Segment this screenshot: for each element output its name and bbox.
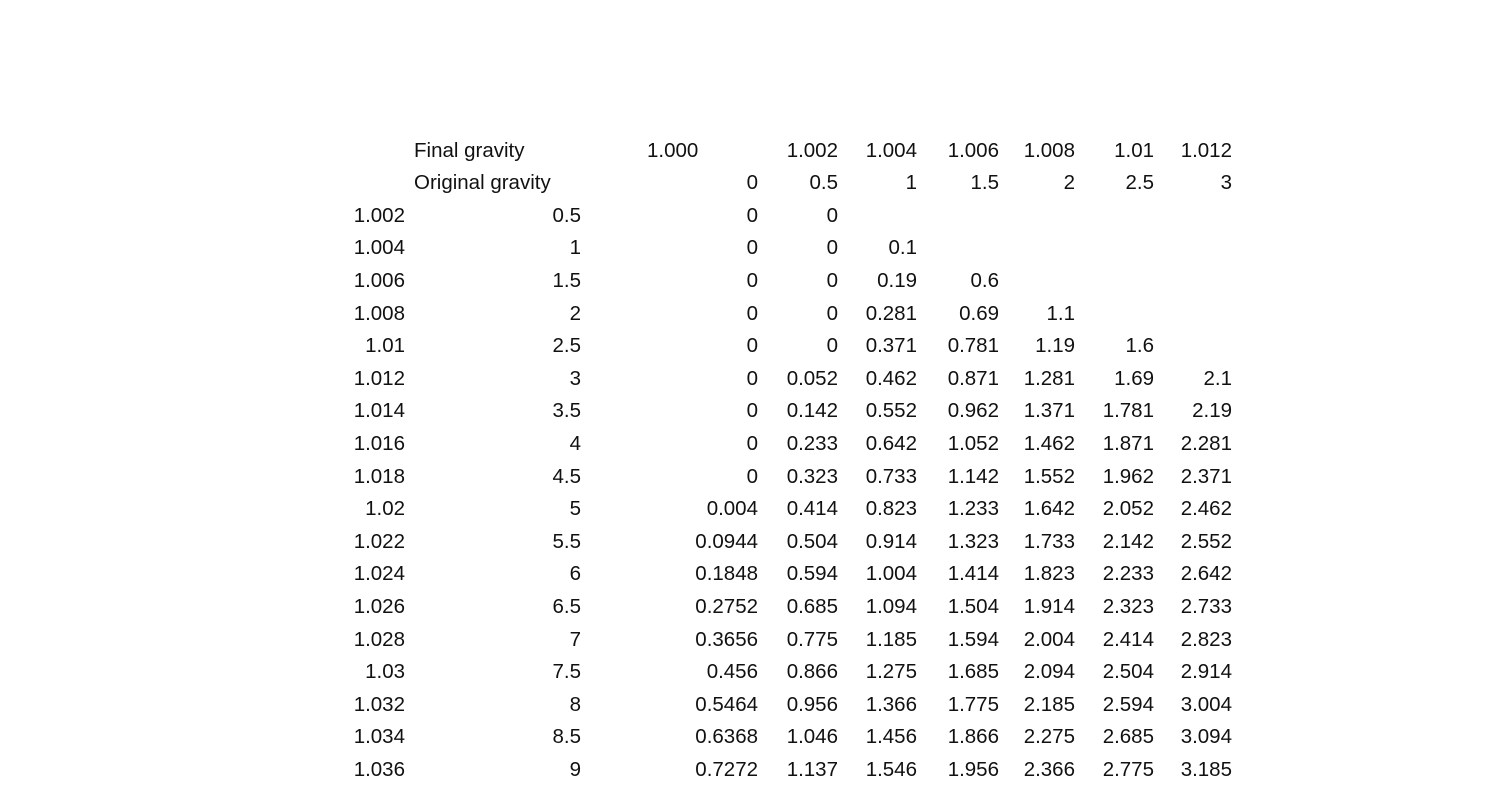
table-value-cell: 0 — [826, 236, 838, 260]
table-value-cell: 0.004 — [706, 497, 758, 521]
table-value-cell: 2.504 — [1102, 660, 1154, 684]
table-value-cell: 1.685 — [947, 660, 999, 684]
table-value-cell: 0.233 — [786, 431, 838, 455]
row-plato-cell: 5 — [569, 497, 581, 521]
table-value-cell: 0.866 — [786, 660, 838, 684]
row-plato-cell: 7.5 — [552, 660, 581, 684]
table-value-cell: 1.552 — [1023, 464, 1075, 488]
table-value-cell: 1.414 — [947, 562, 999, 586]
table-value-cell: 1.1 — [1046, 301, 1075, 325]
table-value-cell: 1.866 — [947, 725, 999, 749]
table-value-cell: 0.733 — [865, 464, 917, 488]
row-plato-cell: 6 — [569, 562, 581, 586]
original-gravity-label: Original gravity — [414, 171, 551, 195]
row-gravity-cell: 1.012 — [353, 366, 405, 390]
table-value-cell: 2.094 — [1023, 660, 1075, 684]
table-value-cell: 2.642 — [1180, 562, 1232, 586]
original-gravity-header-cell: 2.5 — [1125, 171, 1154, 195]
table-value-cell: 1.371 — [1023, 399, 1075, 423]
table-value-cell: 2.19 — [1192, 399, 1232, 423]
table-value-cell: 0.1848 — [695, 562, 758, 586]
table-value-cell: 1.823 — [1023, 562, 1075, 586]
table-value-cell: 1.052 — [947, 431, 999, 455]
row-gravity-cell: 1.014 — [353, 399, 405, 423]
table-value-cell: 0.504 — [786, 529, 838, 553]
table-value-cell: 2.371 — [1180, 464, 1232, 488]
final-gravity-label: Final gravity — [414, 138, 525, 162]
table-value-cell: 3.185 — [1180, 757, 1232, 781]
table-value-cell: 1.366 — [865, 692, 917, 716]
row-plato-cell: 8 — [569, 692, 581, 716]
table-value-cell: 1.504 — [947, 594, 999, 618]
original-gravity-header-cell: 2 — [1063, 171, 1075, 195]
table-value-cell: 1.733 — [1023, 529, 1075, 553]
table-value-cell: 0.914 — [865, 529, 917, 553]
original-gravity-header-cell: 3 — [1220, 171, 1232, 195]
table-value-cell: 1.871 — [1102, 431, 1154, 455]
final-gravity-header-cell: 1.008 — [1023, 138, 1075, 162]
row-gravity-cell: 1.028 — [353, 627, 405, 651]
table-value-cell: 0.775 — [786, 627, 838, 651]
original-gravity-header-cell: 0.5 — [809, 171, 838, 195]
table-value-cell: 0 — [746, 268, 758, 292]
table-value-cell: 0.2752 — [695, 594, 758, 618]
table-value-cell: 2.685 — [1102, 725, 1154, 749]
table-value-cell: 1.642 — [1023, 497, 1075, 521]
table-value-cell: 0.7272 — [695, 757, 758, 781]
table-value-cell: 0 — [746, 334, 758, 358]
table-value-cell: 1.323 — [947, 529, 999, 553]
table-value-cell: 2.275 — [1023, 725, 1075, 749]
row-plato-cell: 3 — [569, 366, 581, 390]
table-value-cell: 0 — [746, 236, 758, 260]
table-value-cell: 0 — [826, 301, 838, 325]
table-value-cell: 0.871 — [947, 366, 999, 390]
row-plato-cell: 4 — [569, 431, 581, 455]
table-value-cell: 0.462 — [865, 366, 917, 390]
table-value-cell: 0.685 — [786, 594, 838, 618]
table-value-cell: 2.552 — [1180, 529, 1232, 553]
table-value-cell: 1.462 — [1023, 431, 1075, 455]
table-value-cell: 1.233 — [947, 497, 999, 521]
row-gravity-cell: 1.008 — [353, 301, 405, 325]
final-gravity-header-cell: 1.004 — [865, 138, 917, 162]
table-value-cell: 2.004 — [1023, 627, 1075, 651]
original-gravity-header-cell: 1 — [905, 171, 917, 195]
row-gravity-cell: 1.022 — [353, 529, 405, 553]
table-value-cell: 1.275 — [865, 660, 917, 684]
table-value-cell: 1.6 — [1125, 334, 1154, 358]
original-gravity-header-cell: 1.5 — [970, 171, 999, 195]
row-gravity-cell: 1.016 — [353, 431, 405, 455]
table-value-cell: 3.094 — [1180, 725, 1232, 749]
table-value-cell: 1.962 — [1102, 464, 1154, 488]
table-value-cell: 0.6368 — [695, 725, 758, 749]
table-value-cell: 2.052 — [1102, 497, 1154, 521]
table-value-cell: 2.1 — [1203, 366, 1232, 390]
table-value-cell: 2.281 — [1180, 431, 1232, 455]
row-gravity-cell: 1.026 — [353, 594, 405, 618]
table-value-cell: 0 — [746, 399, 758, 423]
table-value-cell: 2.914 — [1180, 660, 1232, 684]
table-value-cell: 2.366 — [1023, 757, 1075, 781]
table-value-cell: 0.956 — [786, 692, 838, 716]
table-value-cell: 0.3656 — [695, 627, 758, 651]
final-gravity-header-cell: 1.000 — [647, 138, 699, 162]
table-value-cell: 1.69 — [1114, 366, 1154, 390]
table-value-cell: 1.137 — [786, 757, 838, 781]
table-value-cell: 0.642 — [865, 431, 917, 455]
row-plato-cell: 2.5 — [552, 334, 581, 358]
row-gravity-cell: 1.024 — [353, 562, 405, 586]
table-value-cell: 0.6 — [970, 268, 999, 292]
row-plato-cell: 1 — [569, 236, 581, 260]
final-gravity-header-cell: 1.01 — [1114, 138, 1154, 162]
table-value-cell: 2.142 — [1102, 529, 1154, 553]
row-gravity-cell: 1.036 — [353, 757, 405, 781]
table-value-cell: 0.594 — [786, 562, 838, 586]
table-value-cell: 0.456 — [706, 660, 758, 684]
final-gravity-header-cell: 1.006 — [947, 138, 999, 162]
row-gravity-cell: 1.02 — [365, 497, 405, 521]
row-gravity-cell: 1.004 — [353, 236, 405, 260]
row-plato-cell: 3.5 — [552, 399, 581, 423]
table-value-cell: 1.185 — [865, 627, 917, 651]
table-value-cell: 3.004 — [1180, 692, 1232, 716]
table-value-cell: 1.594 — [947, 627, 999, 651]
table-value-cell: 0.414 — [786, 497, 838, 521]
table-value-cell: 1.142 — [947, 464, 999, 488]
table-value-cell: 0 — [826, 334, 838, 358]
table-value-cell: 0 — [746, 366, 758, 390]
final-gravity-header-cell: 1.002 — [786, 138, 838, 162]
table-value-cell: 1.281 — [1023, 366, 1075, 390]
row-plato-cell: 2 — [569, 301, 581, 325]
table-value-cell: 0.962 — [947, 399, 999, 423]
table-value-cell: 0 — [746, 464, 758, 488]
row-gravity-cell: 1.018 — [353, 464, 405, 488]
row-plato-cell: 4.5 — [552, 464, 581, 488]
table-value-cell: 0.281 — [865, 301, 917, 325]
table-value-cell: 2.414 — [1102, 627, 1154, 651]
row-plato-cell: 7 — [569, 627, 581, 651]
row-plato-cell: 9 — [569, 757, 581, 781]
table-value-cell: 0 — [826, 268, 838, 292]
table-value-cell: 1.546 — [865, 757, 917, 781]
row-gravity-cell: 1.034 — [353, 725, 405, 749]
table-value-cell: 2.823 — [1180, 627, 1232, 651]
row-gravity-cell: 1.002 — [353, 203, 405, 227]
table-value-cell: 1.19 — [1035, 334, 1075, 358]
table-value-cell: 0.19 — [877, 268, 917, 292]
table-value-cell: 2.733 — [1180, 594, 1232, 618]
table-value-cell: 0.323 — [786, 464, 838, 488]
table-value-cell: 0.823 — [865, 497, 917, 521]
table-value-cell: 0.552 — [865, 399, 917, 423]
table-value-cell: 2.462 — [1180, 497, 1232, 521]
row-gravity-cell: 1.032 — [353, 692, 405, 716]
table-value-cell: 2.323 — [1102, 594, 1154, 618]
table-value-cell: 0 — [746, 301, 758, 325]
table-value-cell: 0.371 — [865, 334, 917, 358]
row-plato-cell: 1.5 — [552, 268, 581, 292]
table-value-cell: 0.0944 — [695, 529, 758, 553]
table-value-cell: 1.914 — [1023, 594, 1075, 618]
table-value-cell: 0 — [746, 203, 758, 227]
row-gravity-cell: 1.01 — [365, 334, 405, 358]
row-plato-cell: 6.5 — [552, 594, 581, 618]
table-value-cell: 1.004 — [865, 562, 917, 586]
table-value-cell: 0 — [746, 431, 758, 455]
table-value-cell: 1.094 — [865, 594, 917, 618]
row-plato-cell: 8.5 — [552, 725, 581, 749]
table-value-cell: 1.046 — [786, 725, 838, 749]
final-gravity-header-cell: 1.012 — [1180, 138, 1232, 162]
table-value-cell: 1.956 — [947, 757, 999, 781]
table-value-cell: 0.1 — [888, 236, 917, 260]
table-value-cell: 1.781 — [1102, 399, 1154, 423]
row-plato-cell: 5.5 — [552, 529, 581, 553]
original-gravity-header-cell: 0 — [746, 171, 758, 195]
table-value-cell: 0.781 — [947, 334, 999, 358]
row-gravity-cell: 1.03 — [365, 660, 405, 684]
table-value-cell: 2.185 — [1023, 692, 1075, 716]
table-value-cell: 0.052 — [786, 366, 838, 390]
table-value-cell: 2.233 — [1102, 562, 1154, 586]
table-value-cell: 0.142 — [786, 399, 838, 423]
row-gravity-cell: 1.006 — [353, 268, 405, 292]
row-plato-cell: 0.5 — [552, 203, 581, 227]
table-value-cell: 0.69 — [959, 301, 999, 325]
table-value-cell: 2.594 — [1102, 692, 1154, 716]
table-value-cell: 0.5464 — [695, 692, 758, 716]
table-value-cell: 1.456 — [865, 725, 917, 749]
table-value-cell: 2.775 — [1102, 757, 1154, 781]
table-value-cell: 1.775 — [947, 692, 999, 716]
table-value-cell: 0 — [826, 203, 838, 227]
